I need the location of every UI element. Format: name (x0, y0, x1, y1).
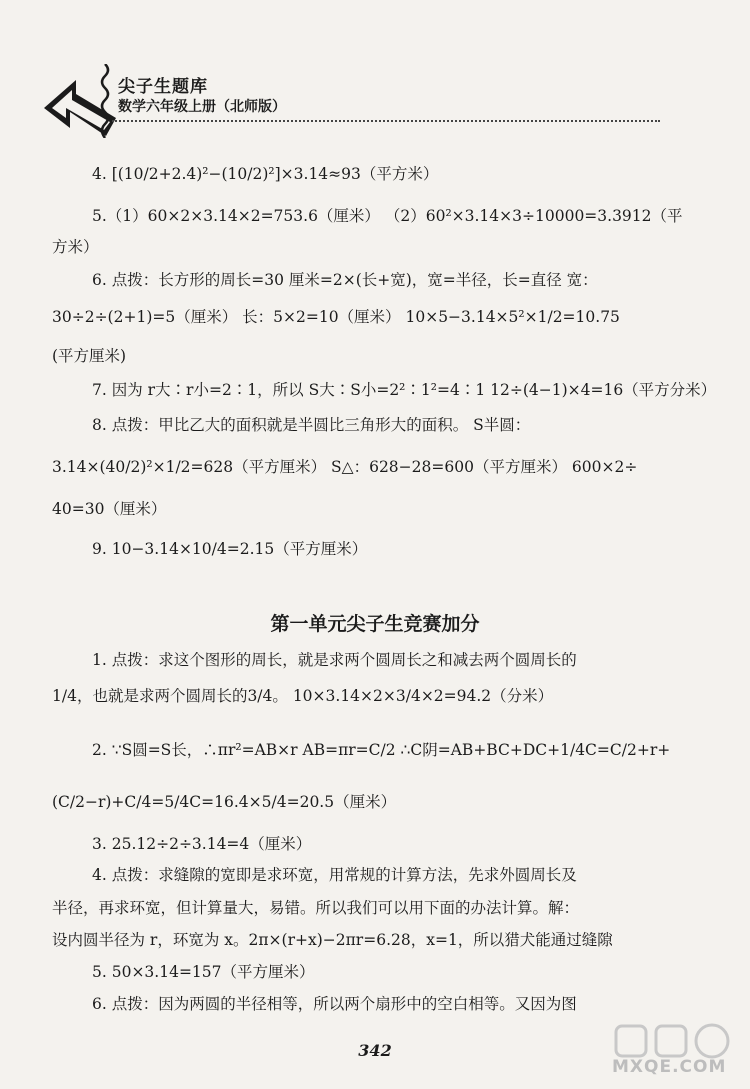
book-subtitle: 数学六年级上册（北师版） (118, 99, 286, 115)
answer2-line-4: 4. 点拨：求缝隙的宽即是求环宽，用常规的计算方法，先求外圆周长及 (92, 866, 577, 884)
answer2-line-5: 5. 50×3.14=157（平方厘米） (92, 963, 315, 981)
answer2-line-1: 1. 点拨：求这个图形的周长，就是求两个圆周长之和减去两个圆周长的 (92, 651, 577, 669)
answer-line-6: 6. 点拨：长方形的周长=30 厘米=2×(长+宽)，宽=半径，长=直径 宽： (92, 271, 598, 289)
book-brand: 尖子生题库 (118, 77, 208, 97)
answer2-line-6: 6. 点拨：因为两圆的半径相等，所以两个扇形中的空白相等。又因为图 (92, 995, 577, 1013)
answer-line-5-cont: 方米） (52, 238, 99, 256)
answer2-line-1-cont: 1/4，也就是求两个圆周长的3/4。 10×3.14×2×3/4×2=94.2（分米） (52, 687, 554, 705)
answer2-line-4-end: 设内圆半径为 r，环宽为 x。2π×(r+x)−2πr=6.28，x=1，所以猎犬能通过缝隙 (52, 931, 613, 949)
page-header (0, 0, 750, 150)
answer-line-4: 4. [(10/2+2.4)²−(10/2)²]×3.14≈93（平方米） (92, 165, 439, 183)
page-number: 342 (358, 1041, 392, 1060)
answer2-line-4-cont: 半径，再求环宽，但计算量大，易错。所以我们可以用下面的办法计算。解： (52, 899, 580, 917)
answer-line-7: 7. 因为 r大∶r小=2∶1，所以 S大∶S小=2²∶1²=4∶1 12÷(4−1)×4=16（平方分米） (92, 381, 717, 399)
answer-line-8: 8. 点拨：甲比乙大的面积就是半圆比三角形大的面积。 S半圆： (92, 416, 531, 434)
header-dotted-rule (112, 120, 660, 122)
answer2-line-3: 3. 25.12÷2÷3.14=4（厘米） (92, 835, 312, 853)
watermark-logo-icon (600, 1020, 750, 1089)
answer-line-8-cont: 3.14×(40/2)²×1/2=628（平方厘米） S△：628−28=600（平方厘米） 600×2÷ (52, 458, 638, 476)
section-title: 第一单元尖子生竞赛加分 (270, 613, 480, 635)
wavy-divider-icon (98, 64, 112, 138)
answer-line-6-cont: 30÷2÷(2+1)=5（厘米） 长：5×2=10（厘米） 10×5−3.14×5²×1/2=10.75 (52, 308, 620, 326)
answer-line-8-end: 40=30（厘米） (52, 500, 167, 518)
answer-line-6-unit: (平方厘米) (52, 347, 127, 365)
answer-line-9: 9. 10−3.14×10/4=2.15（平方厘米） (92, 540, 368, 558)
answer2-line-2-cont: (C/2−r)+C/4=5/4C=16.4×5/4=20.5（厘米） (52, 793, 397, 811)
answer-line-5: 5.（1）60×2×3.14×2=753.6（厘米） （2）60²×3.14×3÷10000=3.3912（平 (92, 207, 683, 225)
watermark-text: MXQE.COM (612, 1057, 727, 1077)
answer2-line-2: 2. ∵S圆=S长，∴πr²=AB×r AB=πr=C/2 ∴C阴=AB+BC+DC+1/4C=C/2+r+ (92, 741, 671, 759)
